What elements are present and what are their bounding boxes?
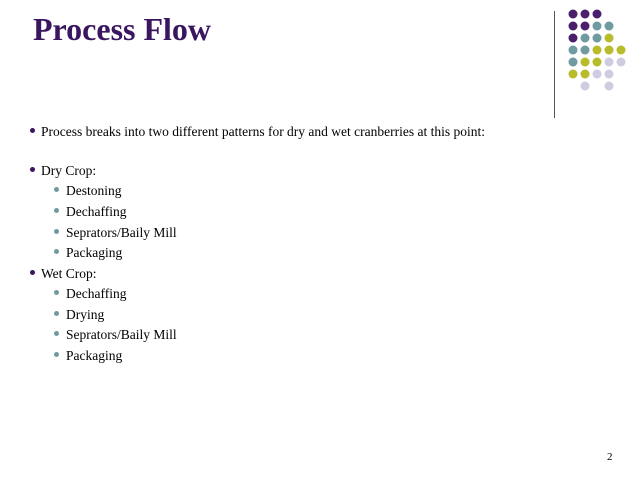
sub-bullet-text: Packaging: [66, 348, 123, 363]
dot: [569, 22, 578, 31]
divider-line: [554, 11, 555, 118]
dot: [581, 22, 590, 31]
sub-bullet-item: [54, 245, 122, 261]
dot: [581, 70, 590, 79]
sub-bullet-text: Packaging: [66, 245, 123, 260]
dot: [581, 82, 590, 91]
sub-bullet-dot-icon: [54, 311, 59, 316]
dot: [617, 58, 626, 67]
sub-bullet-dot-icon: [54, 187, 59, 192]
dot: [605, 58, 614, 67]
sub-bullet-dot-icon: [54, 352, 59, 357]
bullet-text: Dry Crop:: [41, 163, 97, 178]
sub-bullet-text: Dechaffing: [66, 204, 127, 219]
bullet-item: [30, 124, 485, 140]
bullet-item: [30, 163, 96, 179]
bullet-dot-icon: [30, 167, 35, 172]
sub-bullet-dot-icon: [54, 331, 59, 336]
sub-bullet-dot-icon: [54, 290, 59, 295]
dot: [593, 10, 602, 19]
dot: [569, 70, 578, 79]
sub-bullet-item: [54, 225, 177, 241]
bullet-dot-icon: [30, 128, 35, 133]
sub-bullet-dot-icon: [54, 249, 59, 254]
dot: [581, 10, 590, 19]
sub-bullet-item: [54, 204, 126, 220]
dot: [569, 58, 578, 67]
sub-bullet-text: Drying: [66, 307, 105, 322]
bullet-text: Wet Crop:: [41, 266, 97, 281]
sub-bullet-item: [54, 286, 126, 302]
sub-bullet-item: [54, 327, 177, 343]
sub-bullet-item: [54, 183, 122, 199]
bullet-item: [30, 266, 97, 282]
dot: [593, 58, 602, 67]
sub-bullet-dot-icon: [54, 208, 59, 213]
sub-bullet-item: [54, 348, 122, 364]
sub-bullet-item: [54, 307, 104, 323]
sub-bullet-text: Dechaffing: [66, 286, 127, 301]
dot: [593, 70, 602, 79]
page-number: 2: [607, 451, 613, 463]
dot: [605, 22, 614, 31]
dot: [581, 58, 590, 67]
dot: [593, 46, 602, 55]
sub-bullet-text: Seprators/Baily Mill: [66, 225, 177, 240]
dot: [569, 34, 578, 43]
dot: [581, 46, 590, 55]
dot: [593, 22, 602, 31]
sub-bullet-text: Destoning: [66, 183, 122, 198]
dot: [581, 34, 590, 43]
dot: [605, 70, 614, 79]
dot: [605, 34, 614, 43]
bullet-dot-icon: [30, 270, 35, 275]
dot: [569, 10, 578, 19]
decorative-dot-grid: [563, 8, 638, 108]
dot: [605, 82, 614, 91]
dot: [569, 46, 578, 55]
sub-bullet-dot-icon: [54, 229, 59, 234]
sub-bullet-text: Seprators/Baily Mill: [66, 327, 177, 342]
slide-title: Process Flow: [33, 11, 212, 47]
bullet-text: Process breaks into two different patterns for dry and wet cranberries at this point:: [41, 124, 485, 139]
dot: [593, 34, 602, 43]
dot: [617, 46, 626, 55]
dot: [605, 46, 614, 55]
